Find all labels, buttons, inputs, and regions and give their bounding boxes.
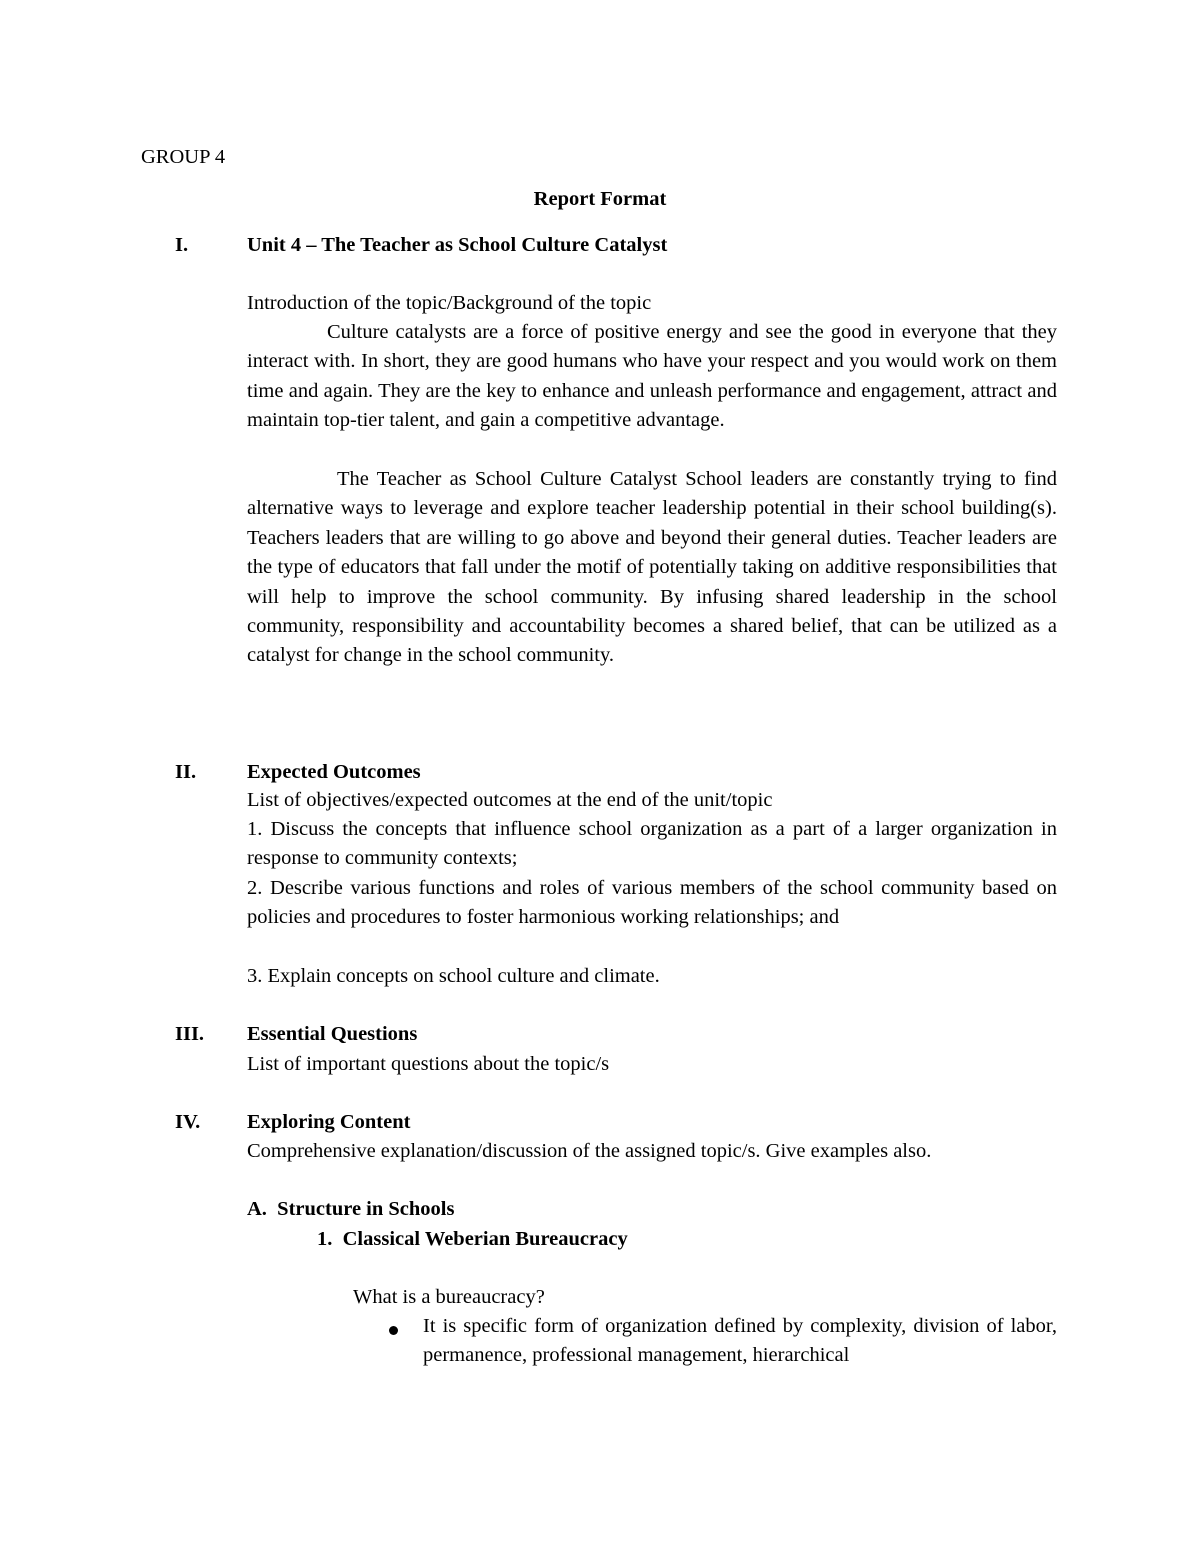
section-heading: Essential Questions: [247, 1023, 418, 1045]
section-heading: Expected Outcomes: [247, 761, 421, 783]
intro-paragraph: The Teacher as School Culture Catalyst School leaders are constantly trying to find alternative ways to leverage and explore teacher leadership potential in their school building(s). Teachers leaders that are willing to go above and beyond their general duties. Teacher leaders are the type of educators that fall under the motif of potentially taking on additive responsibilities that will help to improve the school community. By infusing shared leadership in the school community, responsibility and accountability becomes a shared belief, that can be utilized as a catalyst for change in the school community.: [247, 468, 1057, 667]
section-numeral: II.: [175, 761, 197, 783]
section-numeral: IV.: [175, 1111, 201, 1133]
outcome-item: 1. Discuss the concepts that influence school organization as a part of a larger organization in response to community contexts;: [247, 818, 1057, 870]
document-title: Report Format: [533, 188, 667, 210]
section-numeral: I.: [175, 234, 189, 256]
section-heading: Exploring Content: [247, 1111, 411, 1133]
bullet-text: It is specific form of organization defined by complexity, division of labor, permanence, professional management, hierarchical: [423, 1315, 1057, 1367]
question-text: What is a bureaucracy?: [353, 1286, 545, 1308]
section-label: List of objectives/expected outcomes at the end of the unit/topic: [247, 789, 773, 811]
intro-label: Introduction of the topic/Background of the topic: [247, 292, 652, 314]
outcome-item: 3. Explain concepts on school culture and climate.: [247, 965, 660, 987]
outcome-item: 2. Describe various functions and roles of various members of the school community based on policies and procedures to foster harmonious working relationships; and: [247, 877, 1057, 929]
intro-paragraph: Culture catalysts are a force of positive energy and see the good in everyone that they interact with. In short, they are good humans who have your respect and you would work on them time and again. They are the key to enhance and unleash performance and engagement, attract and maintain top-tier talent, and gain a competitive advantage.: [247, 321, 1057, 432]
section-label: List of important questions about the topic/s: [247, 1053, 610, 1075]
group-label: GROUP 4: [141, 146, 226, 168]
section-heading: Unit 4 – The Teacher as School Culture Catalyst: [247, 234, 668, 256]
subheading-a: A. Structure in Schools: [247, 1198, 455, 1220]
section-numeral: III.: [175, 1023, 205, 1045]
subheading-1: 1. Classical Weberian Bureaucracy: [317, 1228, 628, 1250]
section-label: Comprehensive explanation/discussion of the assigned topic/s. Give examples also.: [247, 1140, 932, 1162]
bullet-icon: [389, 1326, 398, 1335]
